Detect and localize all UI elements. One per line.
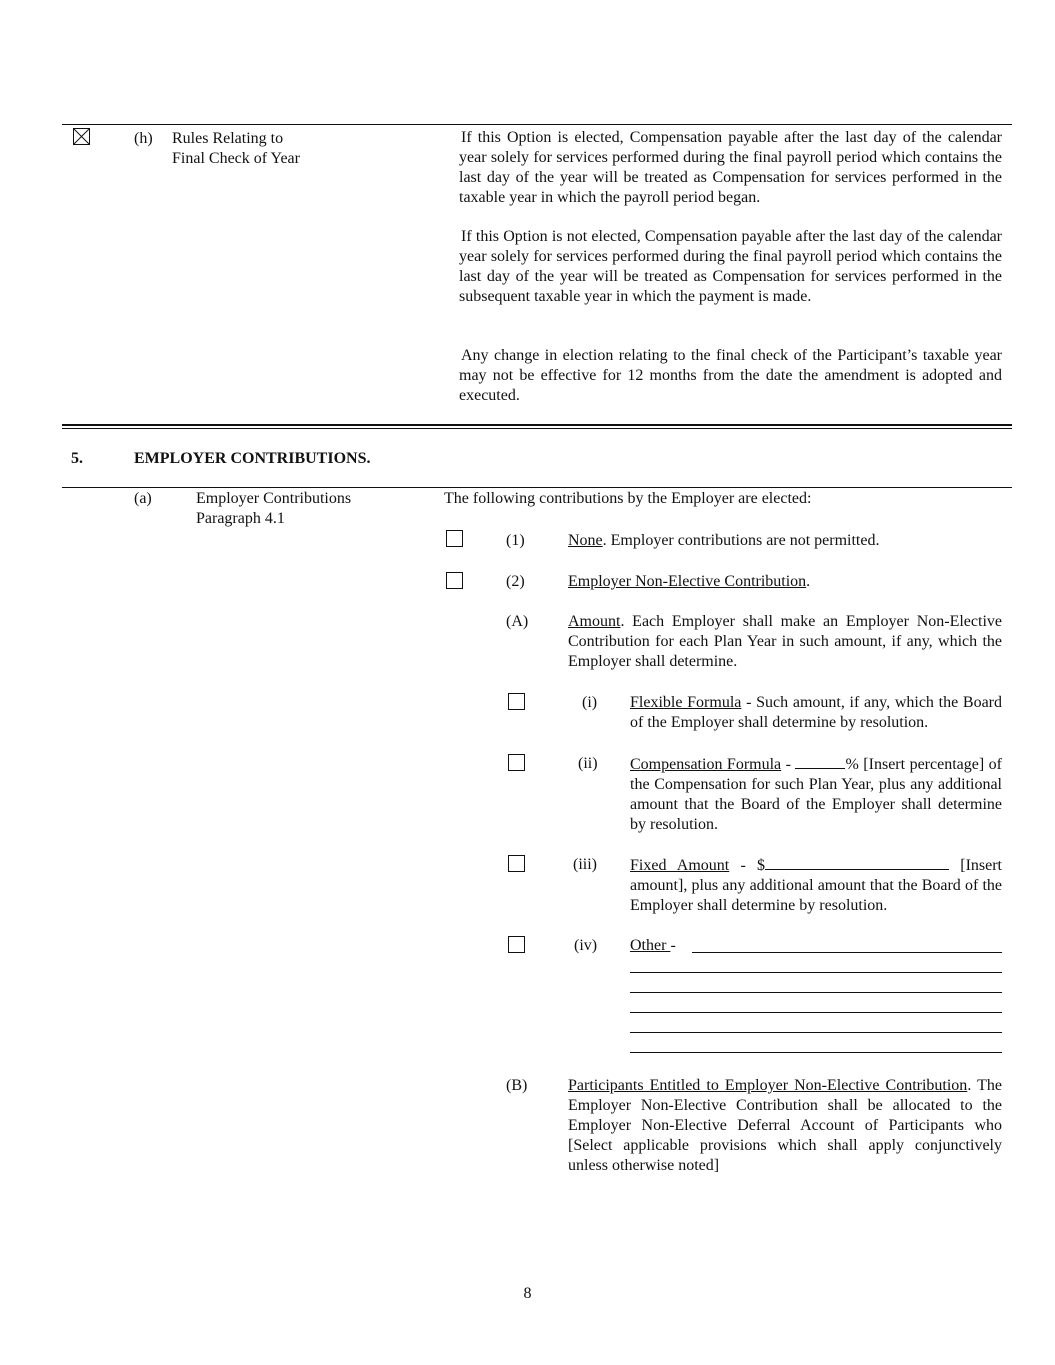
option-i-checkbox[interactable]: [508, 693, 525, 710]
option-h-paragraph-1: If this Option is elected, Compensation payable after the last day of the calendar year solely for services performed during the final payroll period which contains the last day of the year will be treated as Compensation for services performed in the taxable year in which the payroll period began.: [459, 129, 1002, 206]
option-iii-checkbox[interactable]: [508, 855, 525, 872]
percentage-blank[interactable]: [795, 754, 845, 769]
option-iii-dollar: - $: [729, 857, 766, 874]
option-h-paragraph-3: Any change in election relating to the final check of the Participant’s taxable year may not be effective for 12 months from the date the amendment is adopted and executed.: [459, 347, 1002, 404]
option-h-checkbox[interactable]: [73, 128, 90, 145]
option-1-title: None: [568, 532, 603, 549]
section-5-rule: [62, 487, 1012, 488]
top-rule: [62, 124, 1012, 125]
item-A-number: (A): [506, 613, 529, 630]
option-i-title: Flexible Formula: [630, 694, 742, 711]
option-1-description: . Employer contributions are not permitted.: [602, 532, 880, 549]
option-iii-description: [Insert amount], plus any additional amount that the Board of the Employer shall determine by resolution.: [630, 857, 1002, 914]
page-number: 8: [523, 1285, 532, 1302]
item-A-title: Amount: [568, 613, 621, 630]
option-ii-number: (ii): [578, 755, 598, 772]
option-iv-dash: -: [670, 937, 676, 954]
option-ii-checkbox[interactable]: [508, 754, 525, 771]
checkbox-x-icon: [73, 128, 90, 145]
double-rule-top: [62, 424, 1012, 426]
option-1-checkbox[interactable]: [446, 530, 463, 547]
other-blank-line-6[interactable]: [630, 1052, 1002, 1053]
contributions-intro: The following contributions by the Employer are elected:: [444, 490, 812, 507]
option-iii-number: (iii): [573, 856, 597, 873]
option-iv-checkbox[interactable]: [508, 936, 525, 953]
option-2-title: Employer Non-Elective Contribution: [568, 573, 807, 590]
other-blank-line-5[interactable]: [630, 1032, 1002, 1033]
item-a-title-line2: Paragraph 4.1: [196, 510, 285, 527]
option-iv-number: (iv): [574, 937, 598, 954]
option-2-checkbox[interactable]: [446, 572, 463, 589]
other-blank-line-4[interactable]: [630, 1012, 1002, 1013]
option-1-text: [568, 531, 879, 551]
option-2-punct: .: [806, 573, 811, 590]
option-h-title-line2: Final Check of Year: [172, 150, 300, 167]
item-B-text: [568, 1076, 1002, 1176]
option-h-letter: (h): [134, 130, 153, 147]
option-i-description: - Such amount, if any, which the Board of the Employer shall determine by resolution.: [630, 694, 1003, 731]
option-iii-title: Fixed Amount: [630, 857, 730, 874]
other-blank-line-1[interactable]: [692, 952, 1002, 953]
option-ii-title: Compensation Formula: [630, 756, 782, 773]
section-number: 5.: [71, 450, 83, 467]
other-blank-line-3[interactable]: [630, 992, 1002, 993]
option-i-number: (i): [582, 694, 598, 711]
item-B-description: . The Employer Non-Elective Contribution shall be allocated to the Employer Non-Elective Deferral Account of Participants who [Select applicable provisions which shall apply conjunctively unless otherwise noted]: [568, 1077, 1002, 1174]
amount-blank[interactable]: [765, 855, 949, 870]
item-B-title: Participants Entitled to Employer Non-Elective Contribution: [568, 1077, 968, 1094]
option-ii-text: [630, 754, 1002, 835]
item-A-description: . Each Employer shall make an Employer Non-Elective Contribution for each Plan Year in such amount, if any, which the Employer shall determine.: [568, 613, 1002, 670]
option-h-title-line1: Rules Relating to: [172, 130, 284, 147]
option-iii-text: [630, 855, 1002, 916]
item-B-number: (B): [506, 1077, 528, 1094]
option-iv-label: [630, 936, 676, 956]
other-blank-line-2[interactable]: [630, 972, 1002, 973]
double-rule-bottom: [62, 428, 1012, 429]
item-a-title-line1: Employer Contributions: [196, 490, 352, 507]
section-heading: EMPLOYER CONTRIBUTIONS.: [134, 450, 371, 467]
option-iv-title: Other: [630, 937, 671, 954]
option-ii-dash: -: [781, 756, 796, 773]
option-1-number: (1): [506, 532, 525, 549]
option-i-text: [630, 693, 1002, 733]
option-h-paragraph-2: If this Option is not elected, Compensation payable after the last day of the calendar year solely for services performed during the final payroll period which contains the last day of the year will be treated as Compensation for services performed in the subsequent taxable year in which the payment is made.: [459, 228, 1002, 305]
option-2-number: (2): [506, 573, 525, 590]
option-2-text: [568, 572, 810, 592]
option-ii-description: % [Insert percentage] of the Compensation for such Plan Year, plus any additional amount that the Board of the Employer shall determine by resolution.: [630, 756, 1003, 833]
item-a-letter: (a): [134, 490, 152, 507]
item-A-text: [568, 612, 1002, 672]
